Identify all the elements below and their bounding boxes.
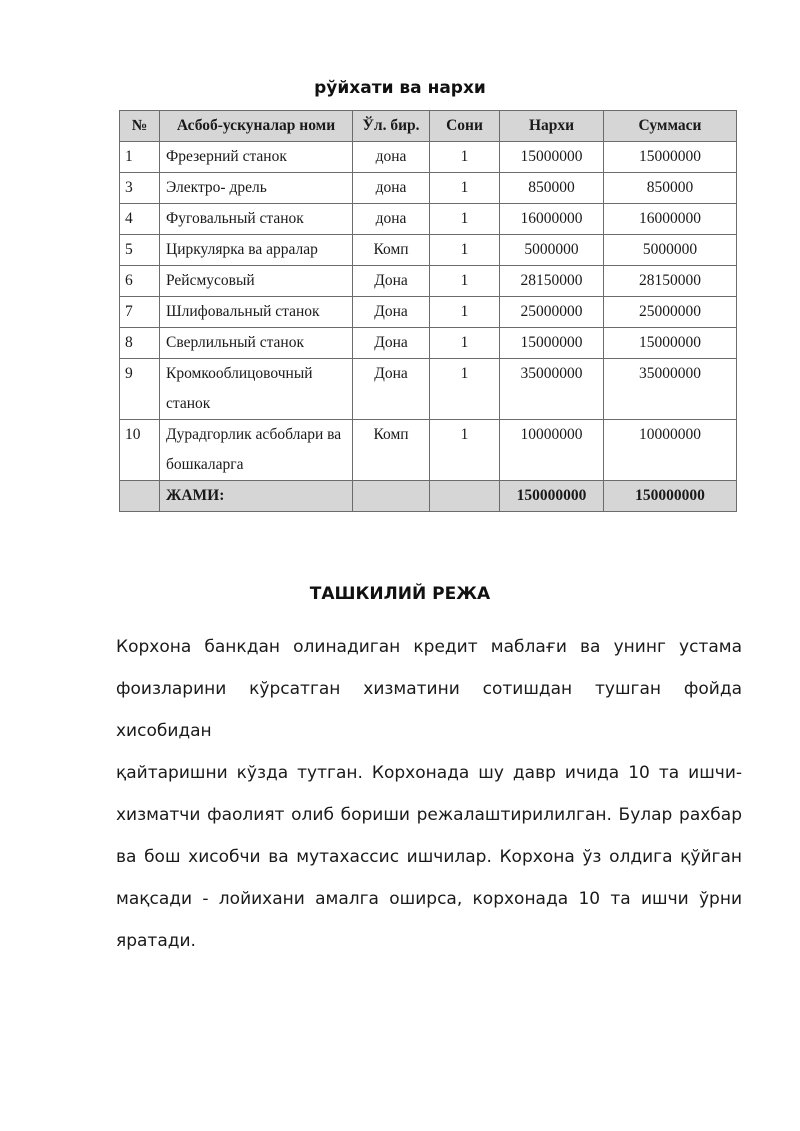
cell-number: 8 xyxy=(120,328,160,359)
total-price: 150000000 xyxy=(500,481,604,512)
cell-name: Циркулярка ва арралар xyxy=(160,235,353,266)
cell-unit-empty xyxy=(353,481,430,512)
table-row xyxy=(120,142,737,173)
cell-quantity: 1 xyxy=(430,235,500,266)
cell-sum: 10000000 xyxy=(604,420,737,481)
cell-name: Дурадгорлик асбоблари ва бошкаларга xyxy=(160,420,353,481)
table-row xyxy=(120,235,737,266)
cell-name: Кромкооблицовочный станок xyxy=(160,359,353,420)
table-header-row xyxy=(120,111,737,142)
cell-quantity: 1 xyxy=(430,266,500,297)
paragraph: Корхона банкдан олинадиган кредит маблағи ва унинг устама фоизларини кўрсатган хизматини сотишдан тушган фойда хисобидан xyxy=(116,637,742,741)
cell-name: Шлифовальный станок xyxy=(160,297,353,328)
cell-price: 35000000 xyxy=(500,359,604,420)
cell-sum: 28150000 xyxy=(604,266,737,297)
table-row xyxy=(120,204,737,235)
cell-unit: Комп xyxy=(353,235,430,266)
paragraph: қайтаришни кўзда тутган. Корхонада шу давр ичида 10 та ишчи-хизматчи фаолият олиб бориши режалаштирилилган. Булар рахбар ва бош хисобчи ва мутахассис ишчилар. Корхона ўз олдига қўйган мақсади - лойихани амалга оширса, корхонада 10 та ишчи ўрни яратади. xyxy=(116,763,742,951)
cell-sum: 15000000 xyxy=(604,142,737,173)
list-title: рўйхати ва нархи xyxy=(314,78,486,98)
header-sum: Суммаси xyxy=(604,111,737,142)
cell-number: 3 xyxy=(120,173,160,204)
table-row xyxy=(120,297,737,328)
cell-number: 5 xyxy=(120,235,160,266)
cell-quantity-empty xyxy=(430,481,500,512)
cell-number: 7 xyxy=(120,297,160,328)
cell-price: 28150000 xyxy=(500,266,604,297)
cell-number: 9 xyxy=(120,359,160,420)
cell-quantity: 1 xyxy=(430,142,500,173)
cell-price: 850000 xyxy=(500,173,604,204)
table-row xyxy=(120,173,737,204)
cell-unit: Дона xyxy=(353,266,430,297)
header-quantity: Сони xyxy=(430,111,500,142)
cell-price: 16000000 xyxy=(500,204,604,235)
header-name: Асбоб-ускуналар номи xyxy=(160,111,353,142)
cell-name: Электро- дрель xyxy=(160,173,353,204)
cell-quantity: 1 xyxy=(430,204,500,235)
section-title: ТАШКИЛИЙ РЕЖА xyxy=(309,584,491,604)
header-number: № xyxy=(120,111,160,142)
cell-unit: Комп xyxy=(353,420,430,481)
cell-quantity: 1 xyxy=(430,328,500,359)
cell-unit: Дона xyxy=(353,297,430,328)
table-row xyxy=(120,420,737,481)
cell-sum: 850000 xyxy=(604,173,737,204)
cell-price: 5000000 xyxy=(500,235,604,266)
cell-price: 25000000 xyxy=(500,297,604,328)
total-sum: 150000000 xyxy=(604,481,737,512)
cell-unit: Дона xyxy=(353,359,430,420)
cell-number: 1 xyxy=(120,142,160,173)
cell-sum: 35000000 xyxy=(604,359,737,420)
cell-unit: Дона xyxy=(353,328,430,359)
cell-quantity: 1 xyxy=(430,420,500,481)
cell-quantity: 1 xyxy=(430,359,500,420)
cell-name: Фрезерний станок xyxy=(160,142,353,173)
cell-name: Фуговальный станок xyxy=(160,204,353,235)
cell-quantity: 1 xyxy=(430,297,500,328)
table-row xyxy=(120,328,737,359)
table-row xyxy=(120,359,737,420)
total-label: ЖАМИ: xyxy=(160,481,353,512)
header-unit: Ўл. бир. xyxy=(353,111,430,142)
cell-name: Сверлильный станок xyxy=(160,328,353,359)
cell-unit: дона xyxy=(353,204,430,235)
cell-unit: дона xyxy=(353,142,430,173)
equipment-table xyxy=(119,110,737,512)
cell-sum: 25000000 xyxy=(604,297,737,328)
header-price: Нархи xyxy=(500,111,604,142)
cell-sum: 15000000 xyxy=(604,328,737,359)
cell-sum: 5000000 xyxy=(604,235,737,266)
table-row xyxy=(120,266,737,297)
cell-number-empty xyxy=(120,481,160,512)
cell-number: 6 xyxy=(120,266,160,297)
cell-unit: дона xyxy=(353,173,430,204)
cell-price: 15000000 xyxy=(500,328,604,359)
table-total-row xyxy=(120,481,737,512)
cell-name: Рейсмусовый xyxy=(160,266,353,297)
cell-number: 4 xyxy=(120,204,160,235)
cell-price: 15000000 xyxy=(500,142,604,173)
body-text xyxy=(116,626,742,962)
cell-number: 10 xyxy=(120,420,160,481)
cell-quantity: 1 xyxy=(430,173,500,204)
cell-sum: 16000000 xyxy=(604,204,737,235)
cell-price: 10000000 xyxy=(500,420,604,481)
